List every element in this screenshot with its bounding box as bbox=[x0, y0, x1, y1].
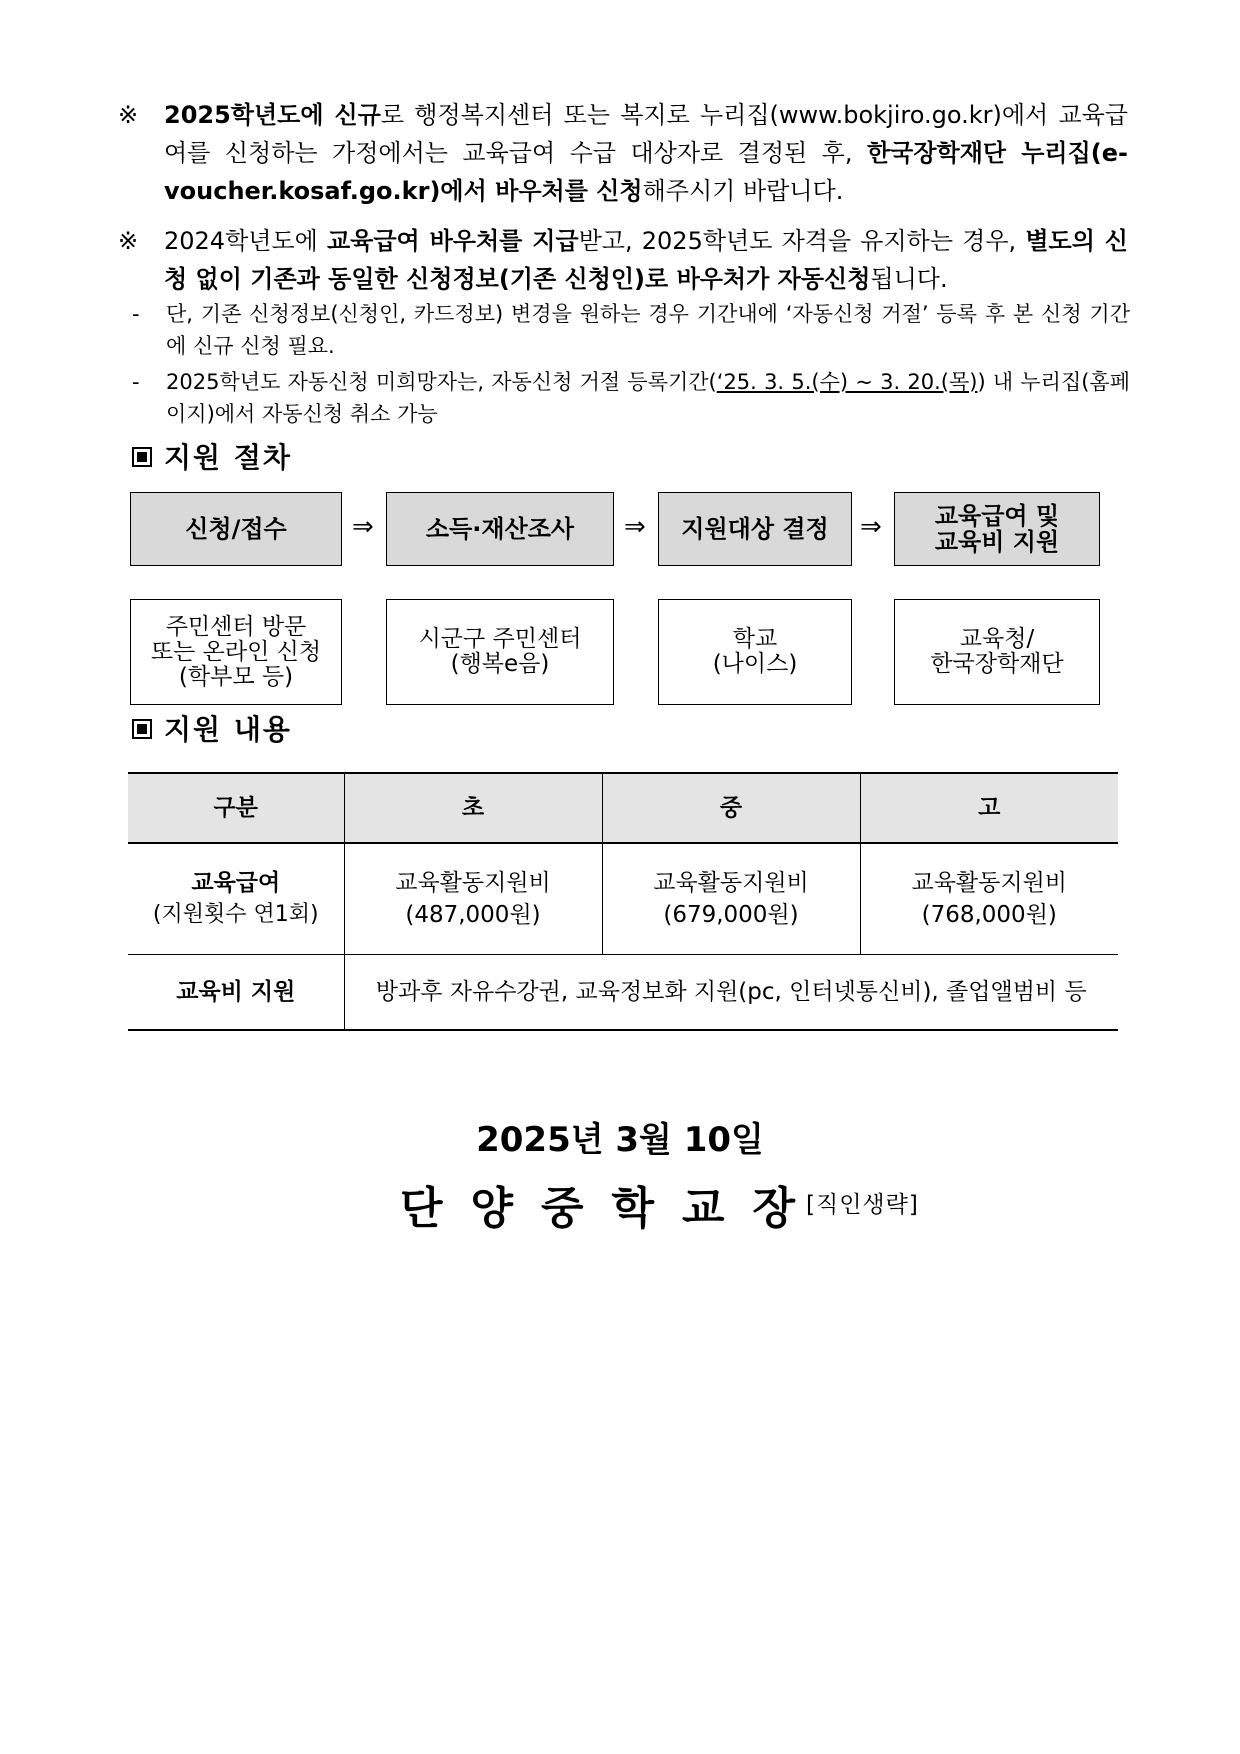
step-desc-support bbox=[894, 599, 1100, 705]
notice-text: 됩니다. bbox=[870, 265, 948, 293]
desc-line: 주민센터 방문 bbox=[165, 613, 307, 640]
header-middle: 중 bbox=[602, 773, 860, 843]
notice-text: 해주시기 바랍니다. bbox=[642, 177, 844, 205]
desc-line: 또는 온라인 신청 bbox=[150, 638, 322, 665]
row-head-edu-benefit bbox=[128, 843, 344, 955]
desc-line: 시군구 주민센터 bbox=[418, 626, 582, 652]
desc-line: 한국장학재단 bbox=[930, 651, 1064, 677]
section-procedure-heading bbox=[132, 436, 292, 476]
principal-signature: 단양중학교장 bbox=[400, 1183, 824, 1234]
section-title: 지원 내용 bbox=[164, 713, 292, 746]
subnote-text: 2025학년도 자동신청 미희망자는, 자동신청 거절 등록기간( bbox=[166, 370, 717, 394]
notice-auto-apply bbox=[118, 222, 1128, 298]
subnote-refusal-period bbox=[132, 366, 1130, 430]
step-label-line: 교육비 지원 bbox=[934, 528, 1060, 556]
right-arrow-icon: ⇒ bbox=[860, 512, 882, 542]
table-row bbox=[128, 955, 1118, 1031]
dash-marker: - bbox=[132, 302, 140, 326]
step-box-apply bbox=[130, 492, 342, 566]
cell-amount: (679,000원) bbox=[663, 902, 799, 928]
refusal-period-dates: ‘25. 3. 5.(수) ~ 3. 20.(목) bbox=[716, 370, 978, 394]
seal-omitted-note: [직인생략] bbox=[806, 1192, 919, 1218]
notice-text: 받고, 2025학년도 자격을 유지하는 경우, bbox=[578, 227, 1026, 255]
cell-line: 교육활동지원비 bbox=[911, 870, 1068, 896]
desc-line: (행복e음) bbox=[450, 651, 550, 677]
cell-edu-expense-detail: 방과후 자유수강권, 교육정보화 지원(pc, 인터넷통신비), 졸업앨범비 등 bbox=[344, 955, 1118, 1031]
header-elementary: 초 bbox=[344, 773, 602, 843]
cell-amount: (768,000원) bbox=[921, 902, 1057, 928]
header-category: 구분 bbox=[128, 773, 344, 843]
desc-line: (학부모 등) bbox=[178, 663, 294, 690]
right-arrow-icon: ⇒ bbox=[624, 512, 646, 542]
filled-square-icon bbox=[132, 719, 152, 739]
right-arrow-icon: ⇒ bbox=[352, 512, 374, 542]
header-high: 고 bbox=[860, 773, 1118, 843]
cell-elementary bbox=[344, 843, 602, 955]
desc-line: 교육청/ bbox=[959, 626, 1035, 652]
step-box-support bbox=[894, 492, 1100, 566]
reference-mark: ※ bbox=[118, 101, 139, 129]
emphasis-text: 2025학년도에 신규 bbox=[164, 101, 381, 129]
notice-2025-new bbox=[118, 96, 1128, 210]
subnote-text: ) 내 누리집(홈페이지)에서 자동신청 취소 가능 bbox=[166, 370, 1130, 426]
row-head-edu-expense: 교육비 지원 bbox=[128, 955, 344, 1031]
reference-mark: ※ bbox=[118, 227, 139, 255]
step-desc-income-survey bbox=[386, 599, 614, 705]
step-box-eligibility bbox=[658, 492, 852, 566]
cell-amount: (487,000원) bbox=[405, 902, 541, 928]
step-label-line: 교육급여 및 bbox=[934, 502, 1060, 530]
cell-line: 교육활동지원비 bbox=[653, 870, 809, 896]
dash-marker: - bbox=[132, 370, 140, 394]
row-head-sublabel: (지원횟수 연1회) bbox=[152, 902, 319, 927]
cell-line: 교육활동지원비 bbox=[395, 870, 551, 896]
section-title: 지원 절차 bbox=[164, 441, 292, 474]
support-content-table bbox=[128, 772, 1118, 1031]
emphasis-text: 한국장학재단 누리집(e-voucher.kosaf.go.kr)에서 바우처를 신청 bbox=[164, 139, 1129, 205]
subnote-text: 단, 기존 신청정보(신청인, 카드정보) 변경을 원하는 경우 기간내에 ‘자동신청 거절’ 등록 후 본 신청 기간에 신규 신청 필요. bbox=[166, 302, 1130, 358]
desc-line: 학교 bbox=[732, 626, 778, 652]
desc-line: (나이스) bbox=[712, 651, 798, 677]
table-header-row bbox=[128, 773, 1118, 843]
step-desc-apply bbox=[130, 599, 342, 705]
emphasis-text: 별도의 신청 없이 기존과 동일한 신청정보(기존 신청인)로 바우처가 자동신청 bbox=[164, 227, 1128, 293]
step-desc-eligibility bbox=[658, 599, 852, 705]
document-date: 2025년 3월 10일 bbox=[476, 1120, 764, 1160]
emphasis-text: 교육급여 바우처를 지급 bbox=[326, 227, 579, 255]
cell-high bbox=[860, 843, 1118, 955]
row-head-label: 교육급여 bbox=[191, 870, 281, 896]
subnote-change-info bbox=[132, 298, 1130, 362]
notice-text: 로 행정복지센터 또는 복지로 누리집(www.bokjiro.go.kr)에서 교육급여를 신청하는 가정에서는 교육급여 수급 대상자로 결정된 후, bbox=[164, 101, 1128, 167]
cell-middle bbox=[602, 843, 860, 955]
filled-square-icon bbox=[132, 447, 152, 467]
step-label: 신청/접수 bbox=[185, 515, 287, 543]
step-label: 소득·재산조사 bbox=[425, 515, 575, 543]
step-label: 지원대상 결정 bbox=[681, 515, 829, 543]
step-box-income-survey bbox=[386, 492, 614, 566]
notice-text: 2024학년도에 bbox=[164, 227, 327, 255]
section-content-heading bbox=[132, 708, 292, 748]
table-row bbox=[128, 843, 1118, 955]
